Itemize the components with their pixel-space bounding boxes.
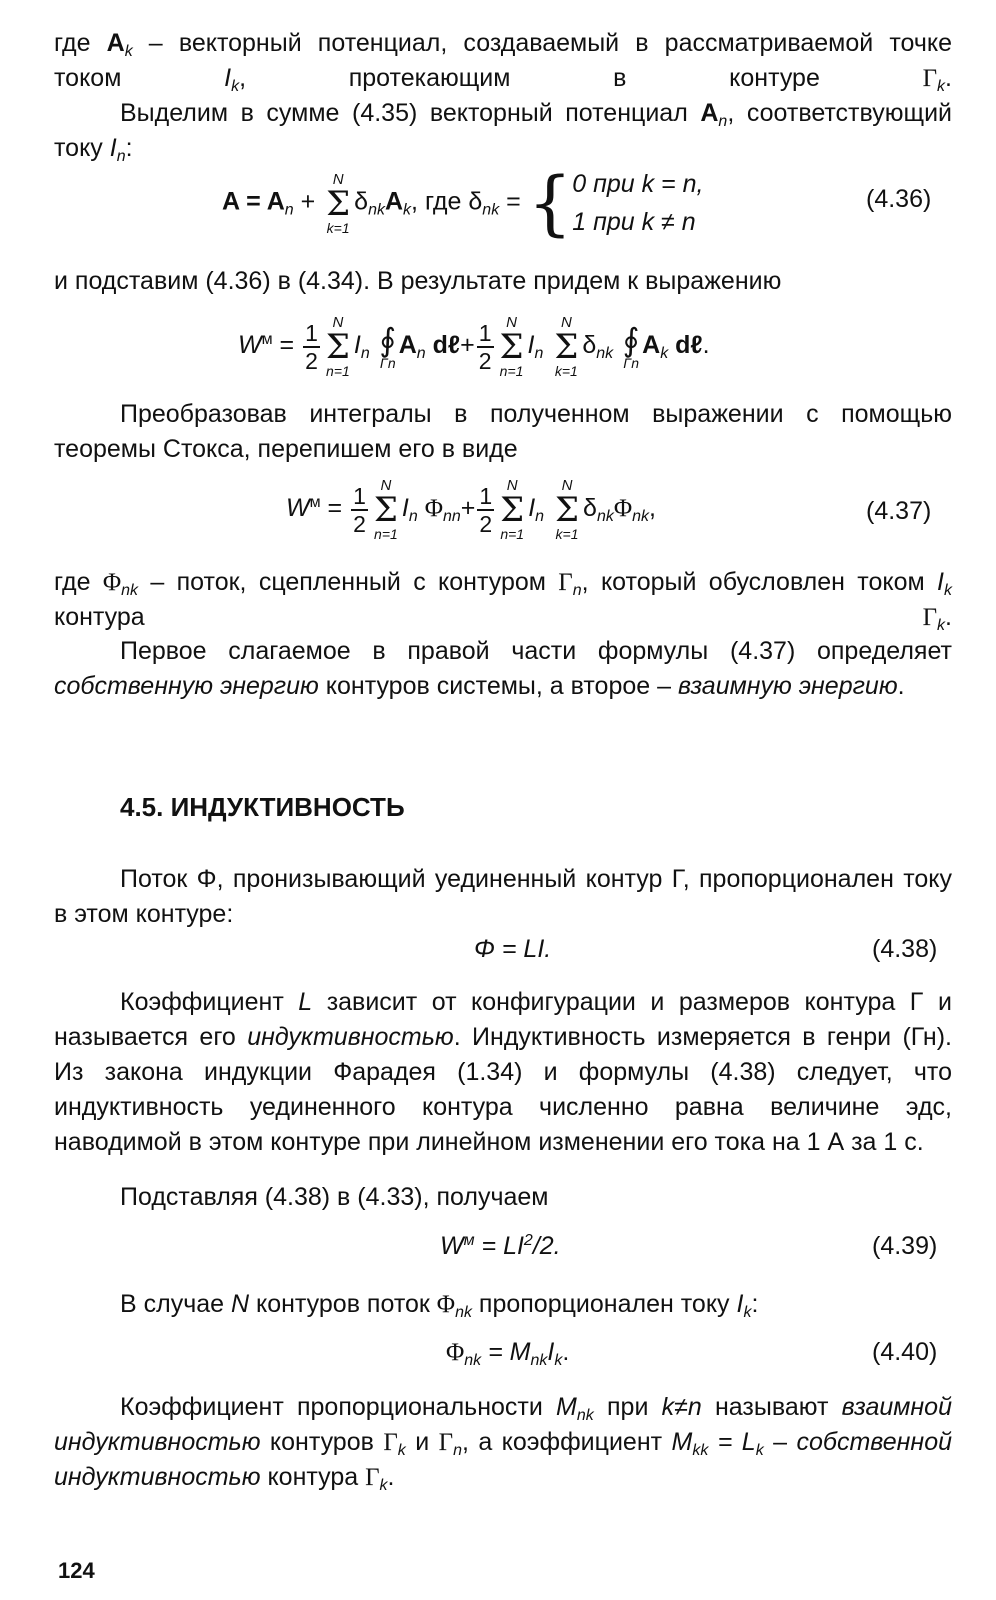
paragraph-inductance-definition: Коэффициент L зависит от конфигурации и размеров контура Γ и называется его индуктивностью. Индуктивность измеряется в генри (Гн). Из закона индукции Фарадея (1.34) и формулы (4.38) следует, что индуктивность уединенного контура численно равна величине эдс, наводимой в этом контуре при линейном изменении его тока на 1 А за 1 с. bbox=[54, 988, 952, 1156]
section-heading: 4.5. ИНДУКТИВНОСТЬ bbox=[120, 792, 405, 822]
equation-4-38: Φ = LI. bbox=[474, 935, 552, 963]
paragraph-flux-definition: где $\Phi_{nk}$ – поток, сцепленный с контуром $\Gamma_n$, который обусловлен током $I_k$ контура $\Gamma_k$. bbox=[54, 568, 952, 634]
paragraph-flux-proportional: Поток Φ, пронизывающий уединенный контур Γ, пропорционален току в этом контуре: bbox=[54, 865, 952, 928]
equation-number-4-36: (4.36) bbox=[866, 185, 932, 213]
equation-4-37: $W^м$ = $\frac{1}{2}$ N Σ n=1 $I_n$ $\Phi_{nn}+$ $\frac{1}{2}$ N Σ n=1 $I_n$ N Σ k=1 $\delta_{nk}\Phi_{nk}$, bbox=[286, 477, 656, 542]
equation-number-4-40: (4.40) bbox=[872, 1338, 938, 1366]
equation-4-39: $W^м = LI^2/2$. bbox=[440, 1232, 561, 1260]
paragraph-substituting: Подставляя (4.38) в (4.33), получаем bbox=[120, 1183, 549, 1211]
paragraph-n-contours: В случае N контуров поток $\Phi_{nk}$ пропорционален току $I_k$: bbox=[120, 1290, 759, 1321]
equation-number-4-39: (4.39) bbox=[872, 1232, 938, 1260]
paragraph-vector-potential: где $A_k$ – векторный потенциал, создаваемый в рассматриваемой точке током $I_k$, протекающим в контуре $\Gamma_k$. bbox=[54, 29, 952, 95]
page-number: 124 bbox=[58, 1558, 95, 1583]
paragraph-substitute: и подставим (4.36) в (4.34). В результате придем к выражению bbox=[54, 267, 782, 295]
paragraph-mutual-inductance: Коэффициент пропорциональности $M_{nk}$ при k≠n называют взаимной индуктивностью контуров $\Gamma_k$ и $\Gamma_n$, а коэффициент $M_{kk} = L_k$ – собственной индуктивностью контура $\Gamma_k$. bbox=[54, 1393, 953, 1494]
paragraph-energy-terms: Первое слагаемое в правой части формулы (4.37) определяет собственную энергию контуров системы, а второе – взаимную энергию. bbox=[54, 637, 952, 700]
equation-magnetic-energy: $W^м$ = $\frac{1}{2}$ N Σ n=1 $I_n$ ∮ Γn $A_n$ dℓ+ $\frac{1}{2}$ N Σ n=1 $I_n$ N Σ k=1 $\delta_{nk}$ ∮ Γn $A_k$ dℓ. bbox=[238, 314, 710, 379]
sum-symbol: N Σ k=1 bbox=[326, 170, 351, 236]
equation-4-40: $\Phi_{nk} = M_{nk}I_k$. bbox=[446, 1338, 570, 1369]
equation-number-4-37: (4.37) bbox=[866, 497, 932, 525]
equation-number-4-38: (4.38) bbox=[872, 935, 938, 963]
equation-4-36: $A = A_n$ + N Σ k=1 $\delta_{nk}A_k$, где $\delta_{nk} = \{0$ при k = n, 1 при k ≠ n bbox=[222, 162, 704, 244]
paragraph-stokes: Преобразовав интегралы в полученном выражении с помощью теоремы Стокса, перепишем его в виде bbox=[54, 400, 952, 463]
paragraph-select-term: Выделим в сумме (4.35) векторный потенциал $A_n$, соответствующий току $I_n$: bbox=[54, 99, 952, 165]
